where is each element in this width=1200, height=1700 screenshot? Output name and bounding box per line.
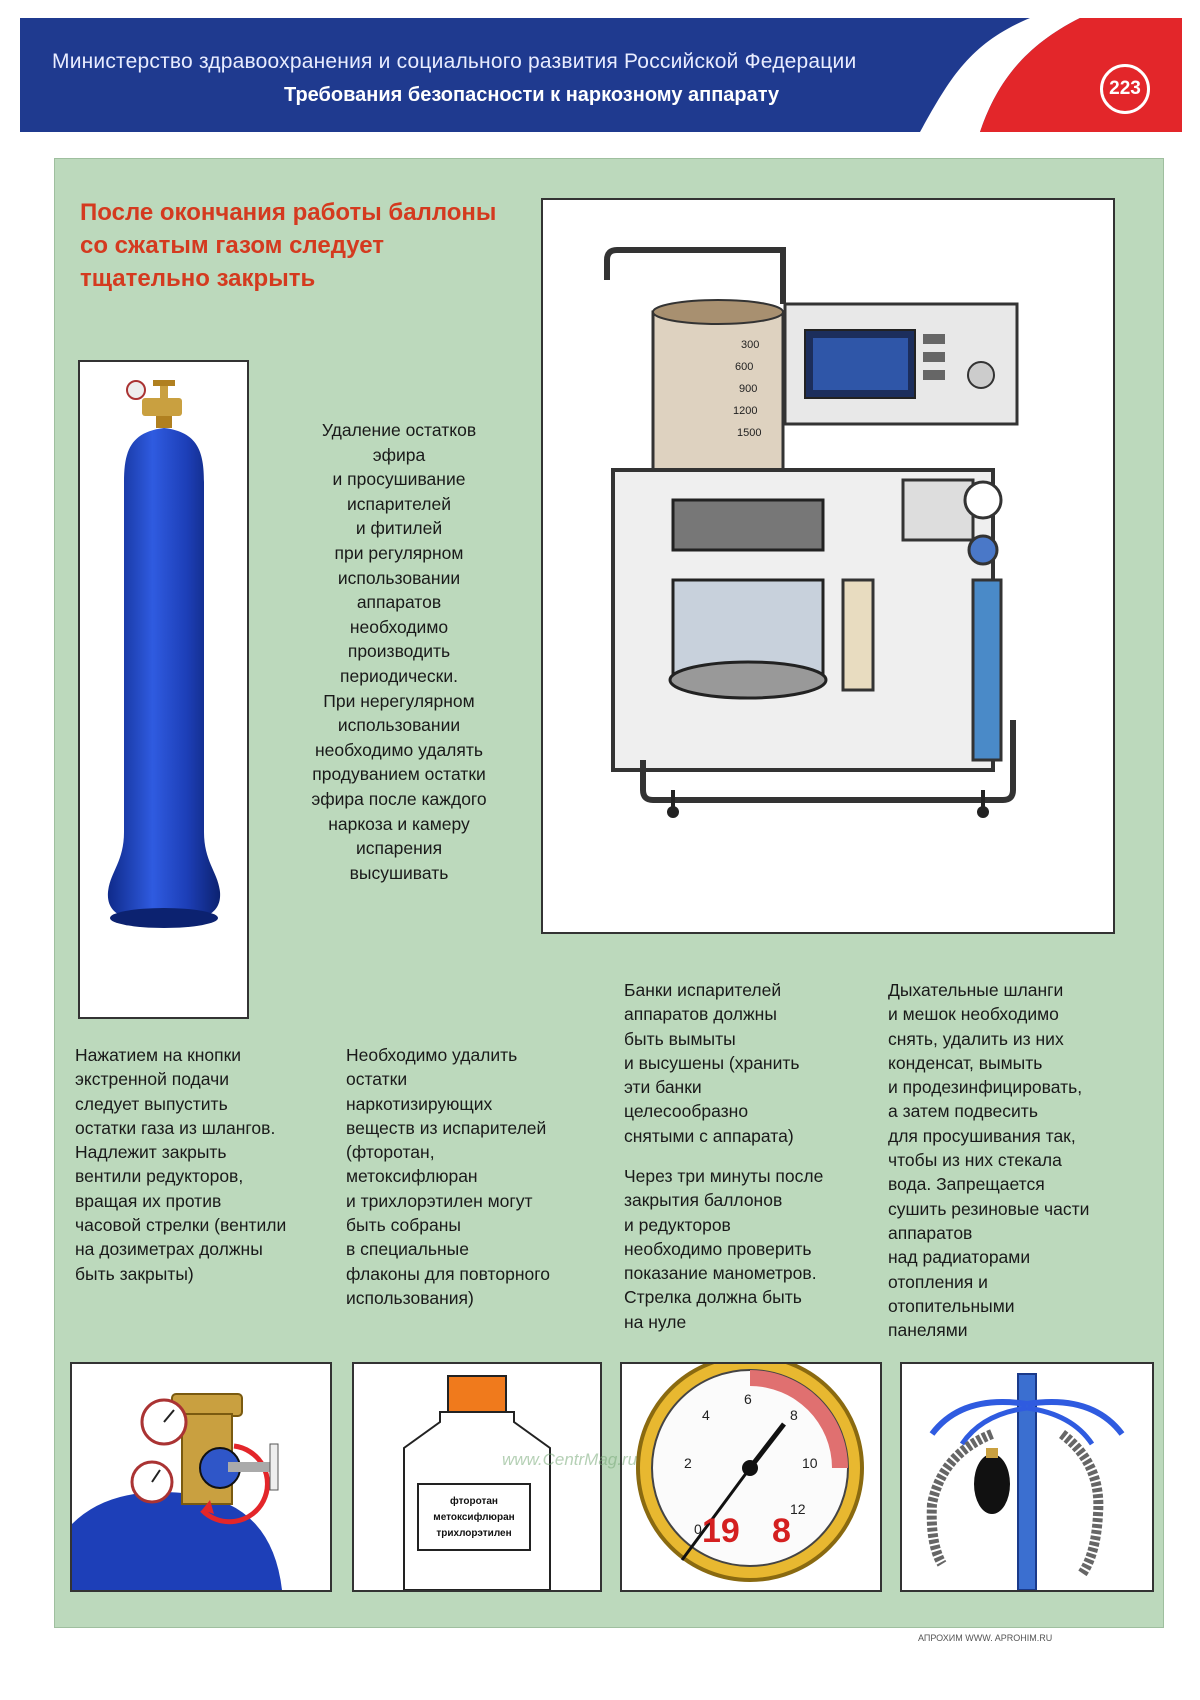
text-line: Дыхательные шланги [888, 980, 1064, 1000]
text-line: для просушивания так, [888, 1125, 1076, 1146]
text-line: наркоза и камеру [328, 813, 470, 834]
cylinder-valve-icon [72, 1364, 330, 1590]
text-line: отопительными [888, 1295, 1015, 1316]
text-line: использовании [337, 715, 461, 736]
text-line: и фитилей [355, 518, 443, 539]
anesthesia-machine-illustration [541, 198, 1115, 934]
scale-label: 1200 [733, 405, 758, 417]
text-line: испарителей [347, 493, 451, 514]
text-line: высушивать [349, 862, 449, 883]
watermark: www.CentrMag.ru [502, 1450, 638, 1469]
text-line: над радиаторами [888, 1247, 1031, 1268]
page-number-badge: 223 [1100, 64, 1150, 114]
text-line: Банки испарителей [624, 980, 782, 1000]
gas-cylinder-icon [80, 362, 247, 1017]
gauge-tick: 8 [790, 1407, 798, 1423]
text-line: флаконы для повторного [346, 1263, 550, 1284]
scale-label: 300 [741, 339, 760, 351]
text-line: закрытия баллонов [624, 1190, 783, 1211]
text-line: (фторотан, [346, 1142, 435, 1163]
scale-label: 1500 [737, 427, 762, 439]
text-line: продуванием остатки [312, 764, 486, 785]
text-line: снятыми с аппарата) [624, 1125, 794, 1146]
text-column-3-top [624, 978, 856, 1148]
bottle-icon [354, 1364, 600, 1590]
text-line: остатки газа из шлангов. [75, 1117, 276, 1138]
bottle-label-line: метоксифлюран [433, 1512, 515, 1523]
text-line: эфира после каждого [311, 788, 487, 809]
text-line: чтобы из них стекала [888, 1150, 1062, 1171]
text-line: показание манометров. [624, 1263, 817, 1284]
gauge-tick: 6 [744, 1391, 752, 1407]
text-line: в специальные [346, 1239, 469, 1260]
gauge-stamp-small: 8 [772, 1512, 791, 1550]
text-line: при регулярном [334, 542, 464, 563]
valve-closing-illustration [70, 1362, 332, 1592]
text-line: и продезинфицировать, [888, 1077, 1083, 1098]
text-line: испарения [355, 838, 443, 859]
text-column-4 [888, 978, 1128, 1342]
text-line: снять, удалить из них [888, 1028, 1064, 1049]
text-line: быть собраны [346, 1215, 462, 1236]
text-line: необходимо проверить [624, 1238, 812, 1259]
headline: После окончания работы баллоны со сжатым газом следует тщательно закрыть [80, 199, 497, 292]
text-line: эфира [372, 444, 426, 465]
center-text-block [288, 418, 510, 885]
text-line: использовании [337, 567, 461, 588]
text-line: производить [347, 641, 451, 662]
text-line: следует выпустить [75, 1093, 228, 1114]
text-line: Через три минуты после [624, 1166, 824, 1186]
pressure-gauge-illustration [620, 1362, 882, 1592]
text-line: на нуле [624, 1311, 687, 1332]
gauge-tick: 10 [802, 1455, 818, 1471]
anesthesia-machine-icon [543, 200, 1113, 932]
text-line: Нажатием на кнопки [75, 1045, 242, 1065]
text-line: наркотизирующих [346, 1093, 493, 1114]
footer-credit: АПРОХИМ WWW. APROHIM.RU [918, 1633, 1053, 1643]
gauge-stamp: 19 [702, 1512, 740, 1550]
gauge-tick: 12 [790, 1501, 806, 1517]
text-line: аппаратов [356, 592, 442, 613]
bottle-label-line: трихлорэтилен [436, 1528, 512, 1539]
gauge-tick: 4 [702, 1407, 710, 1423]
text-line: метоксифлюран [346, 1166, 478, 1187]
text-line: и мешок необходимо [888, 1004, 1059, 1025]
scale-label: 900 [739, 383, 758, 395]
text-line: Надлежит закрыть [75, 1142, 227, 1163]
text-line: периодически. [340, 665, 458, 686]
text-column-1 [75, 1043, 335, 1286]
text-column-3-bottom [624, 1164, 856, 1334]
text-line: вентили редукторов, [75, 1166, 244, 1187]
storage-bottle-illustration [352, 1362, 602, 1592]
text-line: целесообразно [624, 1101, 749, 1122]
ministry-title: Министерство здравоохранения и социального развития Российской Федерации [52, 50, 857, 73]
text-line: вращая их против [75, 1190, 222, 1211]
text-line: быть вымыты [624, 1028, 736, 1049]
text-line: веществ из испарителей [346, 1117, 547, 1138]
text-line: часовой стрелки (вентили [75, 1215, 287, 1236]
flag-stripe-graphic [20, 18, 1182, 132]
text-line: и высушены (хранить [624, 1052, 800, 1073]
gauge-tick: 2 [684, 1455, 692, 1471]
text-line: отопления и [888, 1271, 988, 1292]
text-line: и трихлорэтилен могут [346, 1190, 533, 1211]
text-line: конденсат, вымыть [888, 1052, 1043, 1073]
text-line: При нерегулярном [323, 690, 475, 711]
text-line: остатки [346, 1069, 408, 1090]
text-line: необходимо удалять [314, 739, 484, 760]
hose-drying-illustration [900, 1362, 1154, 1592]
text-line: панелями [888, 1320, 968, 1341]
text-column-2 [346, 1043, 604, 1310]
text-line: быть закрыты) [75, 1263, 194, 1284]
text-line: аппаратов должны [624, 1004, 777, 1025]
text-line: аппаратов [888, 1222, 973, 1243]
manometer-icon [622, 1364, 880, 1590]
text-line: и просушивание [332, 469, 466, 490]
text-line: Стрелка должна быть [624, 1287, 802, 1308]
hose-rack-icon [902, 1364, 1152, 1590]
page-subtitle: Требования безопасности к наркозному аппарату [284, 84, 780, 106]
text-line: вода. Запрещается [888, 1174, 1045, 1195]
text-line: а затем подвесить [888, 1101, 1038, 1122]
gauge-tick: 0 [694, 1521, 702, 1537]
header-banner [20, 18, 1182, 132]
scale-label: 600 [735, 361, 754, 373]
text-line: Необходимо удалить [346, 1045, 518, 1065]
text-line: эти банки [624, 1077, 702, 1098]
bottle-label-line: фторотан [450, 1496, 498, 1507]
text-line: сушить резиновые части [888, 1198, 1090, 1219]
cylinder-illustration [78, 360, 249, 1019]
text-line: на дозиметрах должны [75, 1239, 263, 1260]
text-line: экстренной подачи [75, 1069, 229, 1090]
text-line: использования) [346, 1287, 474, 1308]
text-line: необходимо [349, 616, 449, 637]
text-line: и редукторов [624, 1214, 731, 1235]
text-line: Удаление остатков [321, 420, 477, 440]
